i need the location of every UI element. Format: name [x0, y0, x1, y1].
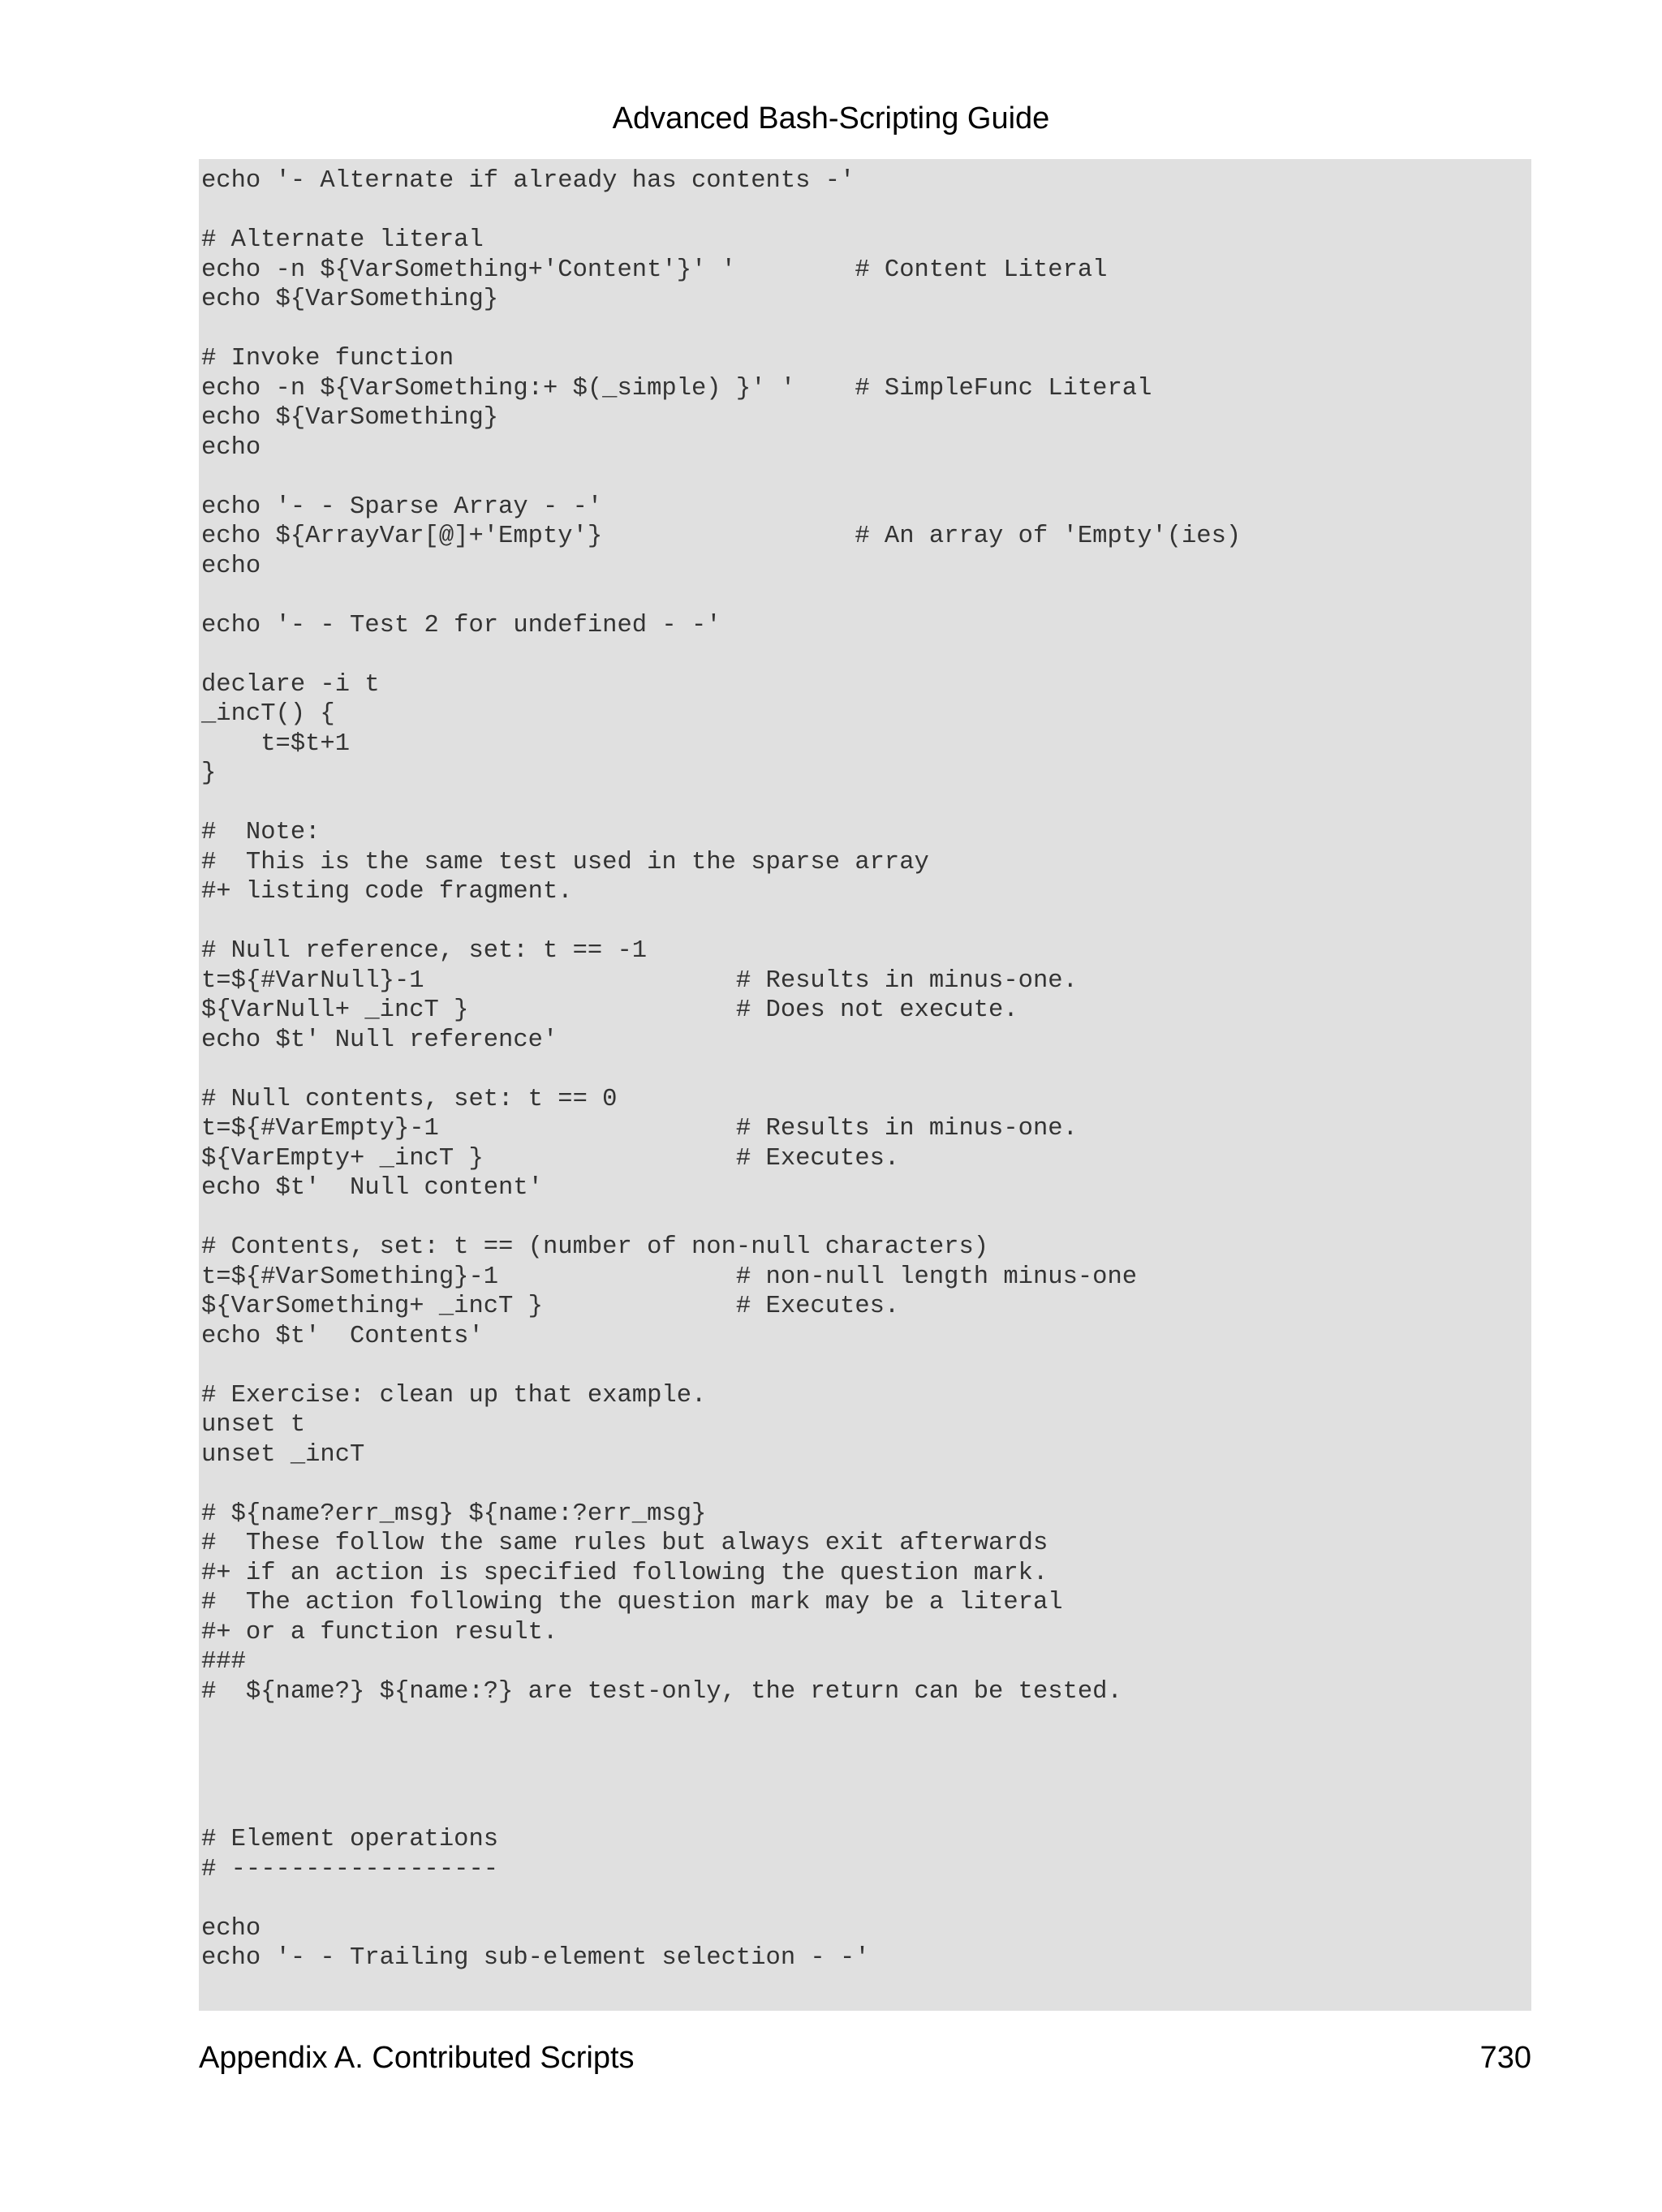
code-line: # Exercise: clean up that example.: [201, 1381, 707, 1409]
code-line: [201, 1736, 1531, 1767]
code-line: _incT() {: [201, 700, 335, 728]
code-line: # Note:: [201, 819, 321, 846]
code-line: [201, 640, 1531, 670]
code-line: [201, 1351, 1531, 1381]
code-line: [201, 196, 1531, 226]
code-line: }: [201, 760, 217, 787]
code-line: # This is the same test used in the sparse array: [201, 848, 929, 876]
code-line: # Contents, set: t == (number of non-null characters): [201, 1233, 989, 1261]
code-line: [201, 463, 1531, 493]
code-line: [201, 1796, 1531, 1826]
code-line: # Element operations: [201, 1826, 499, 1853]
code-line: echo -n ${VarSomething+'Content'}' ' # Content Literal: [201, 256, 1108, 284]
code-line: # Invoke function: [201, 345, 454, 372]
code-line: #+ if an action is specified following the question mark.: [201, 1559, 1048, 1587]
code-line: echo -n ${VarSomething:+ $(_simple) }' ' # SimpleFunc Literal: [201, 374, 1152, 402]
code-line: t=$t+1: [201, 729, 351, 758]
code-line: ###: [201, 1648, 246, 1676]
code-line: [201, 1766, 1531, 1796]
code-line: ${VarNull+ _incT } # Does not execute.: [201, 996, 1018, 1024]
code-line: # ${name?} ${name:?} are test-only, the return can be tested.: [201, 1677, 1122, 1706]
code-line: # Alternate literal: [201, 226, 484, 254]
code-line: t=${#VarEmpty}-1 # Results in minus-one.: [201, 1115, 1078, 1143]
code-line: echo $t' Null content': [201, 1174, 543, 1202]
code-line: # ${name?err_msg} ${name:?err_msg}: [201, 1500, 707, 1528]
code-line: [201, 1884, 1531, 1914]
code-line: [201, 581, 1531, 611]
code-line: ${VarEmpty+ _incT } # Executes.: [201, 1144, 900, 1173]
code-line: echo ${VarSomething}: [201, 286, 499, 313]
code-listing: [199, 159, 1531, 2011]
code-line: [201, 1706, 1531, 1736]
code-line: # Null contents, set: t == 0: [201, 1085, 618, 1113]
code-line: echo: [201, 433, 261, 462]
code-line: # The action following the question mark may be a literal: [201, 1589, 1063, 1616]
code-line: unset t: [201, 1411, 306, 1439]
code-line: #+ or a function result.: [201, 1618, 558, 1646]
code-line: t=${#VarNull}-1 # Results in minus-one.: [201, 966, 1078, 995]
code-line: [201, 1055, 1531, 1085]
code-line: echo $t' Contents': [201, 1322, 484, 1350]
code-line: t=${#VarSomething}-1 # non-null length minus-one: [201, 1263, 1138, 1291]
code-line: echo '- - Trailing sub-element selection - -': [201, 1944, 870, 1972]
code-line: [201, 789, 1531, 819]
code-line: # Null reference, set: t == -1: [201, 937, 648, 965]
code-line: # ------------------: [201, 1855, 499, 1883]
code-line: [201, 1203, 1531, 1233]
code-line: echo '- - Sparse Array - -': [201, 493, 603, 521]
code-line: # These follow the same rules but always exit afterwards: [201, 1530, 1048, 1557]
page-header-title: Advanced Bash-Scripting Guide: [612, 101, 1050, 136]
code-line: ${VarSomething+ _incT } # Executes.: [201, 1293, 900, 1320]
footer-section-title: Appendix A. Contributed Scripts: [199, 2041, 635, 2075]
code-line: echo '- Alternate if already has contents -': [201, 167, 855, 195]
footer-page-number: 730: [1479, 2041, 1531, 2075]
code-line: echo: [201, 1914, 261, 1943]
code-line: echo '- - Test 2 for undefined - -': [201, 611, 721, 639]
code-line: [201, 907, 1531, 937]
code-line: echo ${ArrayVar[@]+'Empty'} # An array of 'Empty'(ies): [201, 523, 1242, 550]
code-line: echo: [201, 552, 261, 580]
code-line: declare -i t: [201, 670, 380, 699]
code-line: echo ${VarSomething}: [201, 404, 499, 432]
code-line: [201, 1470, 1531, 1500]
code-line: [201, 315, 1531, 345]
code-line: #+ listing code fragment.: [201, 878, 573, 906]
code-line: echo $t' Null reference': [201, 1026, 558, 1054]
code-line: unset _incT: [201, 1440, 365, 1469]
